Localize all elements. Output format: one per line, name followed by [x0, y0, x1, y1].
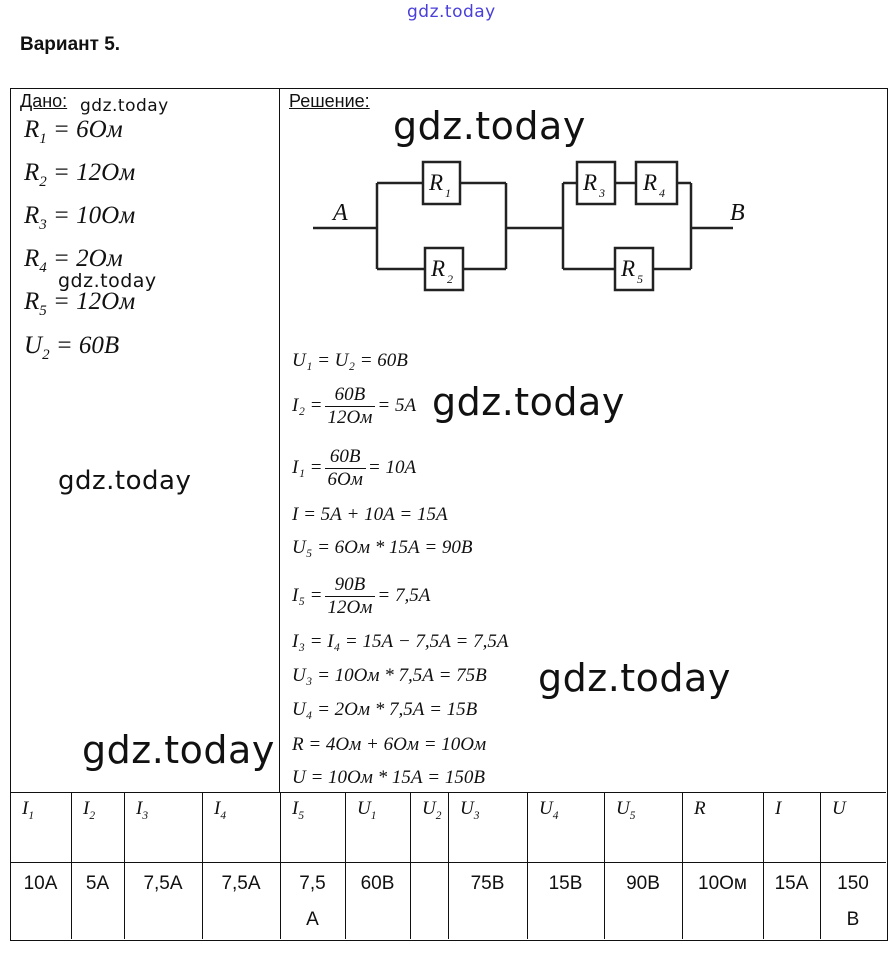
r4-sub: 4	[659, 186, 665, 200]
watermark: gdz.today	[58, 270, 157, 292]
eq-u5: U₅ = 6Ом * 15А = 90В	[292, 537, 473, 558]
answer-symbol: $I_2$	[83, 798, 96, 822]
answer-col-divider	[410, 792, 411, 939]
eq-i5: I₅ = $\frac{90В}{12Ом}$ = 7,5А	[292, 574, 431, 618]
given-item: $R_2 = 12Ом$	[24, 159, 136, 190]
answer-symbol: $I_1$	[22, 798, 35, 822]
answer-symbol: $U_1$	[357, 798, 377, 822]
watermark: gdz.today	[432, 380, 625, 424]
answer-symbol: $U_2$	[422, 798, 442, 822]
eq-u: U = 10Ом * 15А = 150В	[292, 767, 485, 788]
answer-value: 75В	[470, 873, 505, 894]
eq-i1: I₁ = $\frac{60В}{6Ом}$ = 10А	[292, 446, 417, 490]
answer-value: 15А	[774, 873, 809, 894]
eq-r: R = 4Ом + 6Ом = 10Ом	[292, 734, 487, 755]
answer-value: 10Ом	[698, 873, 747, 894]
r1-label: R	[429, 170, 444, 195]
watermark: gdz.today	[407, 2, 496, 22]
answer-value: 15В	[548, 873, 583, 894]
r2-sub: 2	[447, 272, 453, 286]
answer-value: 60В	[360, 873, 395, 894]
r4-label: R	[643, 170, 658, 195]
eq-i2: I₂ = $\frac{60В}{12Ом}$ = 5А	[292, 384, 417, 428]
page-title: Вариант 5.	[20, 34, 121, 55]
node-b-label: B	[730, 200, 745, 226]
answer-value: 7,5 А	[299, 873, 326, 930]
given-header: Дано:	[20, 91, 68, 111]
answer-value: 5А	[85, 873, 110, 894]
given-item: $U_2 = 60В$	[24, 332, 120, 363]
answer-value: 10А	[23, 873, 58, 894]
answer-value: 7,5А	[143, 873, 183, 894]
circuit-diagram	[305, 150, 765, 300]
answer-symbol: $U_5$	[616, 798, 636, 822]
solution-header: Решение:	[289, 91, 370, 111]
answer-symbol: U	[832, 798, 846, 819]
answer-symbol: $I_3$	[136, 798, 149, 822]
answer-symbol: R	[694, 798, 706, 819]
divider-given-solution	[279, 88, 280, 792]
answer-value: 150 В	[837, 873, 869, 930]
answer-value: 90В	[626, 873, 660, 894]
watermark: gdz.today	[58, 466, 192, 496]
r5-label: R	[621, 256, 636, 281]
given-item: $R_3 = 10Ом$	[24, 202, 136, 233]
r3-sub: 3	[599, 186, 605, 200]
given-item: $R_4 = 2Ом$	[24, 245, 123, 276]
eq-i3-i4: I₃ = I₄ = 15А − 7,5А = 7,5А	[292, 631, 509, 652]
watermark: gdz.today	[80, 96, 169, 116]
given-item: $R_5 = 12Ом$	[24, 288, 136, 319]
watermark: gdz.today	[393, 104, 586, 148]
node-a-label: A	[333, 200, 348, 226]
watermark: gdz.today	[538, 656, 731, 700]
answer-value: 7,5А	[221, 873, 261, 894]
answer-symbol: $U_3$	[460, 798, 480, 822]
given-item: $R_1 = 6Ом$	[24, 116, 123, 147]
answer-symbol: I	[775, 798, 782, 819]
answer-symbol: $I_5$	[292, 798, 305, 822]
answer-symbol: $U_4$	[539, 798, 559, 822]
eq-i: I = 5А + 10А = 15А	[292, 504, 448, 525]
r2-label: R	[431, 256, 446, 281]
eq-u3: U₃ = 10Ом * 7,5А = 75В	[292, 665, 487, 686]
answer-symbol: $I_4$	[214, 798, 227, 822]
r5-sub: 5	[637, 272, 643, 286]
eq-u4: U₄ = 2Ом * 7,5А = 15В	[292, 699, 478, 720]
watermark: gdz.today	[82, 728, 275, 772]
eq-u1: U₁ = U₂ = 60В	[292, 350, 408, 371]
r3-label: R	[583, 170, 598, 195]
r1-sub: 1	[445, 186, 451, 200]
